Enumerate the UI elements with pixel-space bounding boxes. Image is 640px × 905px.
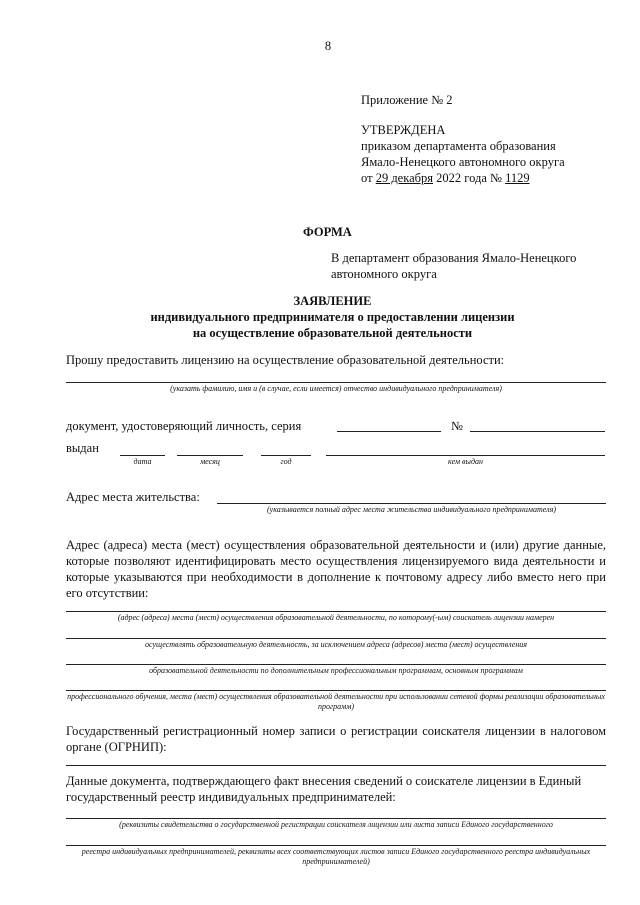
hint-name: (указать фамилию, имя и (в случае, если имеется) отчество индивидуального предпринимателя) xyxy=(170,384,502,393)
number-input-line[interactable] xyxy=(470,431,605,432)
name-input-line[interactable] xyxy=(66,382,606,383)
appendix-block xyxy=(361,92,621,186)
ogrnip-input-line[interactable] xyxy=(66,765,606,766)
date-prefix: от xyxy=(361,171,376,185)
registry-text: Данные документа, подтверждающего факт внесения сведений о соискателе лицензии в Единый государственный реестр индивидуальных предпринимателей: xyxy=(66,774,582,804)
hint-residence: (указывается полный адрес места жительства индивидуального предпринимателя) xyxy=(266,505,557,514)
hint-registry-1: (реквизиты свидетельства о государственной регистрации соискателя лицензии или листа записи Единого государственного xyxy=(119,820,553,829)
number-sign: № xyxy=(451,419,463,433)
hint-activity-1: (адрес (адреса) места (мест) осуществления образовательной деятельности, по которому(-ым) соискатель лицензии намерен xyxy=(117,613,555,622)
hint-issued-by: кем выдан xyxy=(448,457,483,466)
activity-address-line-2[interactable] xyxy=(66,638,606,639)
hint-activity-4: профессионального обучения, места (мест) осуществления образовательной деятельности при использовании сетевой формы реализации образовательных программ) xyxy=(67,692,605,711)
hint-registry-2: реестра индивидуальных предпринимателей, реквизиты всех соответствующих листов записи Единого государственного реестра индивидуальных предпринимателей) xyxy=(81,847,591,866)
date-year: 2022 года № xyxy=(433,171,506,185)
hint-date: дата xyxy=(133,457,152,466)
order-date-line xyxy=(361,170,621,186)
request-text: Прошу предоставить лицензию на осуществление образовательной деятельности: xyxy=(66,353,505,367)
issued-label: выдан xyxy=(66,441,99,455)
appendix-label: Приложение № 2 xyxy=(361,93,453,107)
hint-activity-2: осуществлять образовательную деятельность, за исключением адреса (адресов) места (мест) осуществления xyxy=(144,640,528,649)
issued-day-line[interactable] xyxy=(120,455,165,456)
title-line-1: индивидуального предпринимателя о предоставлении лицензии xyxy=(150,310,515,324)
registry-input-line-1[interactable] xyxy=(66,818,606,819)
activity-address-text: Адрес (адреса) места (мест) осуществления образовательной деятельности и (или) другие данные, которые позволяют идентифицировать место осуществления лицензируемого вида деятельности и которые указываются при необходимости в дополнение к почтовому адресу либо вместо него при его отсутствии: xyxy=(66,538,606,600)
activity-address-line-4[interactable] xyxy=(66,690,606,691)
region-line: Ямало-Ненецкого автономного округа xyxy=(361,155,565,169)
hint-activity-3: образовательной деятельности по дополнительным профессиональным программам, основным программам xyxy=(149,666,523,675)
title-main: ЗАЯВЛЕНИЕ xyxy=(293,294,372,308)
approved-label: УТВЕРЖДЕНА xyxy=(361,123,446,137)
hint-month: месяц xyxy=(200,457,220,466)
form-label: ФОРМА xyxy=(303,225,352,239)
page-number: 8 xyxy=(324,39,332,53)
residence-label: Адрес места жительства: xyxy=(66,490,200,504)
residence-input-line[interactable] xyxy=(217,503,606,504)
series-input-line[interactable] xyxy=(337,431,441,432)
addressee: В департамент образования Ямало-Ненецкого автономного округа xyxy=(331,251,577,281)
document-title xyxy=(60,293,605,341)
ogrnip-text: Государственный регистрационный номер записи о регистрации соискателя лицензии в налоговом органе (ОГРНИП): xyxy=(66,724,606,754)
issued-month-line[interactable] xyxy=(177,455,243,456)
identity-doc-label: документ, удостоверяющий личность, серия xyxy=(66,419,302,433)
order-number: 1129 xyxy=(505,171,530,185)
activity-address-line-3[interactable] xyxy=(66,664,606,665)
hint-year: год xyxy=(280,457,292,466)
order-line: приказом департамента образования xyxy=(361,139,556,153)
order-date: 29 декабря xyxy=(375,171,434,185)
title-line-2: на осуществление образовательной деятельности xyxy=(192,326,473,340)
issued-year-line[interactable] xyxy=(261,455,311,456)
activity-address-line-1[interactable] xyxy=(66,611,606,612)
issued-by-line[interactable] xyxy=(326,455,605,456)
registry-input-line-2[interactable] xyxy=(66,845,606,846)
